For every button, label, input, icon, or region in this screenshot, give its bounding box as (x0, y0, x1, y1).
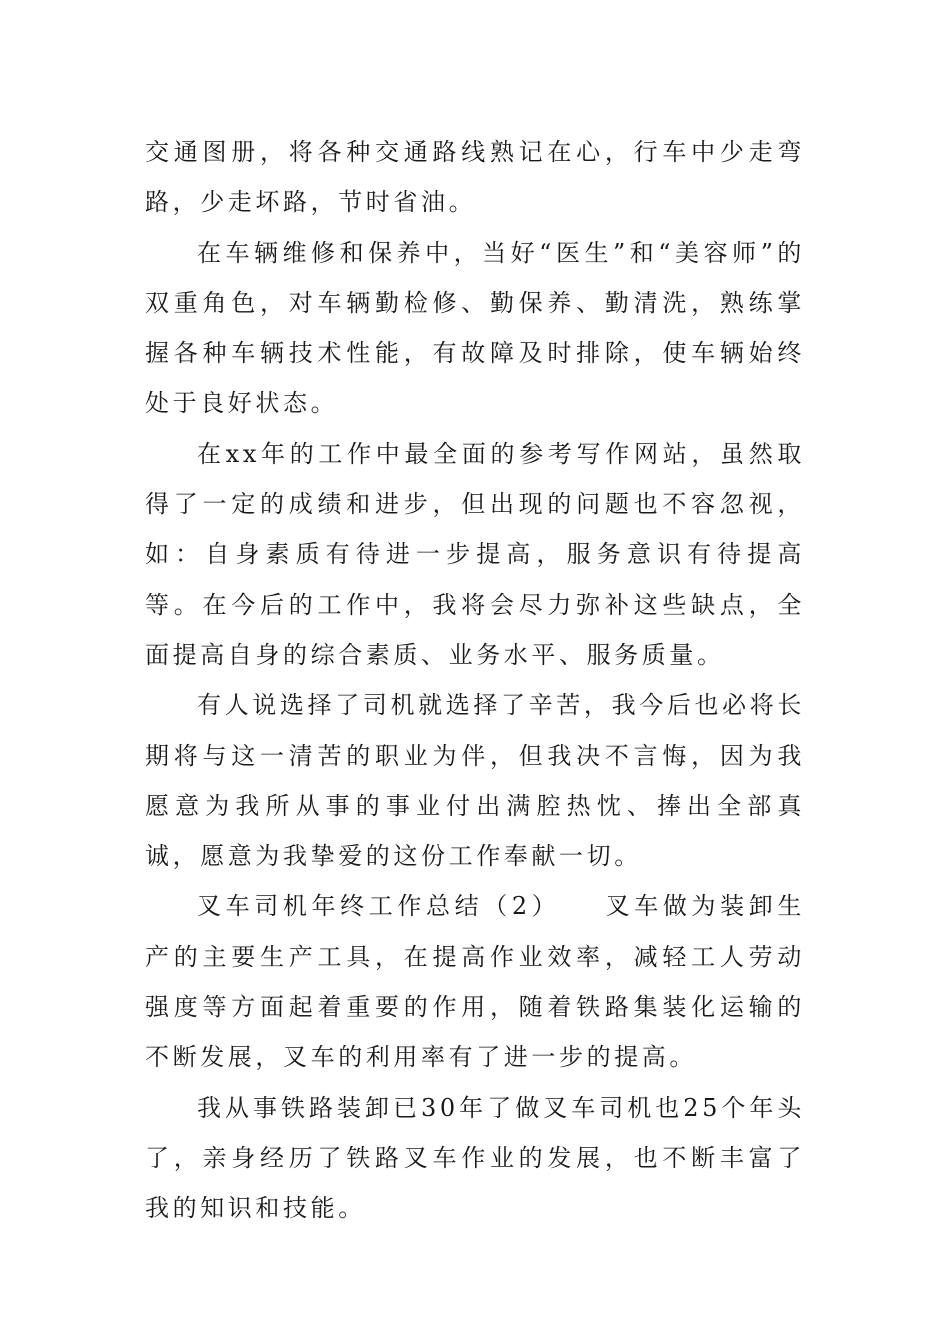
paragraph-vehicle-maintenance: 在车辆维修和保养中，当好“医生”和“美容师”的双重角色，对车辆勤检修、勤保养、勤清洗，熟练掌握各种车辆技术性能，有故障及时排除，使车辆始终处于良好状态。 (145, 238, 805, 418)
paragraph-shortcomings: 在xx年的工作中最全面的参考写作网站，虽然取得了一定的成绩和进步，但出现的问题也不容忽视，如：自身素质有待进一步提高，服务意识有待提高等。在今后的工作中，我将会尽力弥补这些缺点，全面提高自身的综合素质、业务水平、服务质量。 (145, 439, 805, 669)
paragraph-route-knowledge: 交通图册，将各种交通路线熟记在心，行车中少走弯路，少走坏路，节时省油。 (145, 138, 805, 217)
paragraph-dedication: 有人说选择了司机就选择了辛苦，我今后也必将长期将与这一清苦的职业为伴，但我决不言悔，因为我愿意为我所从事的事业付出满腔热忱、捧出全部真诚，愿意为我挚爱的这份工作奉献一切。 (145, 691, 805, 871)
paragraph-experience: 我从事铁路装卸已30年了做叉车司机也25个年头了，亲身经历了铁路叉车作业的发展，也不断丰富了我的知识和技能。 (145, 1093, 805, 1223)
paragraph-forklift-summary-2: 叉车司机年终工作总结（2） 叉车做为装卸生产的主要生产工具，在提高作业效率，减轻工人劳动强度等方面起着重要的作用，随着铁路集装化运输的不断发展，叉车的利用率有了进一步的提高。 (145, 892, 805, 1072)
document-body (145, 127, 805, 1234)
